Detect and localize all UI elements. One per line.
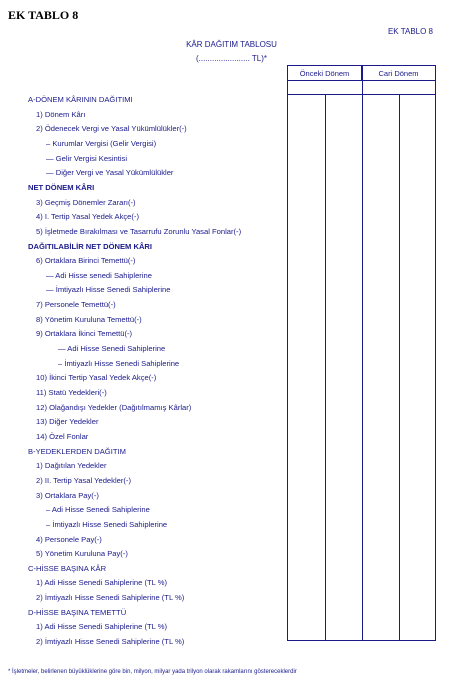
table-row: 1) Dağıtılan Yedekler: [36, 461, 107, 471]
table-row: — Diğer Vergi ve Yasal Yükümlülükler: [46, 168, 174, 178]
table-row: 2) II. Tertip Yasal Yedekler(-): [36, 475, 131, 485]
table-row: — Gelir Vergisi Kesintisi: [46, 153, 128, 163]
table-row: – İmtiyazlı Hisse Senedi Sahiplerine: [58, 358, 180, 368]
table-row: 5) Yönetim Kuruluna Pay(-): [36, 549, 128, 559]
table-row: 14) Özel Fonlar: [36, 431, 89, 441]
table-row: — İmtiyazlı Hisse Senedi Sahiplerine: [46, 285, 171, 295]
table-row: NET DÖNEM KÂRI: [28, 182, 95, 192]
table-row: – İmtiyazlı Hisse Senedi Sahiplerine: [46, 519, 168, 529]
table-row: 3) Ortaklara Pay(-): [36, 490, 99, 500]
table-row: 6) Ortaklara Birinci Temettü(-): [36, 256, 136, 266]
table-row: 3) Geçmiş Dönemler Zararı(-): [36, 197, 136, 207]
table-row: 1) Dönem Kârı: [36, 109, 86, 119]
current-period-header: Cari Dönem: [362, 66, 435, 81]
table-row: 2) İmtiyazlı Hisse Senedi Sahiplerine (TL %): [36, 593, 185, 603]
previous-period-header: Önceki Dönem: [288, 66, 362, 81]
table-row: 12) Olağandışı Yedekler (Dağıtılmamış Kârlar): [36, 402, 192, 412]
table-row: B-YEDEKLERDEN DAĞITIM: [28, 446, 126, 456]
table-row: 11) Statü Yedekleri(-): [36, 388, 107, 397]
grid-column-line: [362, 66, 363, 640]
table-row: 1) Adi Hisse Senedi Sahiplerine (TL %): [36, 622, 167, 632]
table-row: D-HİSSE BAŞINA TEMETTÜ: [28, 607, 127, 617]
page-heading: EK TABLO 8: [8, 8, 79, 22]
table-row: 8) Yönetim Kuruluna Temettü(-): [36, 314, 142, 324]
table-row: 7) Personele Temettü(-): [36, 300, 116, 310]
table-row: DAĞITILABİLİR NET DÖNEM KÂRI: [28, 241, 153, 251]
table-row: A-DÖNEM KÂRININ DAĞITIMI: [28, 95, 133, 104]
value-columns-grid: [287, 65, 436, 641]
table-row: 2) Ödenecek Vergi ve Yasal Yükümlülükler(-): [36, 124, 187, 134]
table-row: 1) Adi Hisse Senedi Sahiplerine (TL %): [36, 578, 167, 588]
table-row: 4) I. Tertip Yasal Yedek Akçe(-): [36, 212, 139, 222]
table-row: — Adi Hisse senedi Sahiplerine: [46, 270, 152, 280]
table-row: 10) İkinci Tertip Yasal Yedek Akçe(-): [36, 373, 157, 383]
table-row: – Adi Hisse Senedi Sahiplerine: [46, 505, 150, 515]
table-row: – Kurumlar Vergisi (Gelir Vergisi): [46, 138, 157, 148]
grid-column-line: [399, 94, 400, 640]
table-row: 13) Diğer Yedekler: [36, 417, 99, 427]
table-row: 5) İşletmede Bırakılması ve Tasarrufu Zorunlu Yasal Fonlar(-): [36, 226, 242, 236]
corner-label: EK TABLO 8: [387, 27, 433, 36]
document-title: KÂR DAĞITIM TABLOSU: [186, 40, 277, 49]
table-row: C-HİSSE BAŞINA KÂR: [28, 563, 107, 573]
document-subtitle: (....................... TL)*: [196, 54, 267, 63]
grid-column-line: [325, 94, 326, 640]
table-row: 4) Personele Pay(-): [36, 534, 102, 544]
table-row: 9) Ortaklara İkinci Temettü(-): [36, 329, 133, 339]
table-row: 2) İmtiyazlı Hisse Senedi Sahiplerine (TL %): [36, 637, 185, 647]
footnote: * İşletmeler, belirlenen büyüklüklerine göre bin, milyon, milyar yada trilyon olarak rakamlarını göstereceklerdir: [8, 669, 297, 675]
table-row: — Adi Hisse Senedi Sahiplerine: [58, 344, 166, 354]
